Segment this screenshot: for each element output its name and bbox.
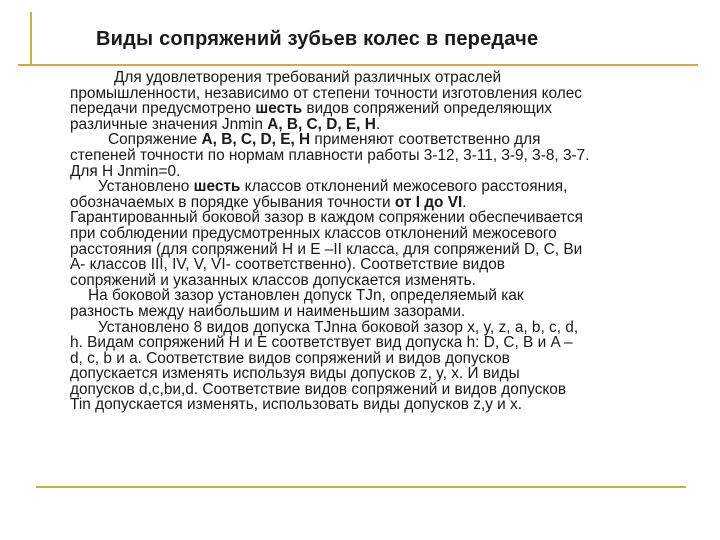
text: . — [462, 193, 467, 211]
paragraph-5-line — [70, 397, 698, 413]
paragraph-2-line — [70, 148, 698, 164]
paragraph-5-line — [70, 382, 698, 398]
text: Для H Jnmin=0. — [70, 162, 181, 180]
paragraph-2-line — [70, 164, 698, 180]
paragraph-3-line — [70, 257, 698, 273]
paragraph-3-line — [70, 226, 698, 242]
paragraph-2-line — [70, 132, 698, 148]
text: Tin допускается изменять, использовать виды допусков z,y и x. — [70, 396, 523, 414]
bottom-accent-rule — [36, 486, 686, 488]
text: расстояния (для сопряжений H и E –II класса, для сопряжений D, C, Ви — [70, 240, 583, 258]
text: допусков d,c,bи,d. Соответствие видов сопряжений и видов допусков — [70, 380, 567, 398]
text: классов отклонений межосевого расстояния, — [240, 178, 568, 196]
paragraph-1-line — [70, 70, 698, 86]
emphasis-text: от I до VI — [394, 193, 463, 211]
paragraph-5-line — [70, 335, 698, 351]
text: Установлено — [98, 178, 194, 196]
paragraph-4-line — [70, 288, 698, 304]
text: A- классов III, IV, V, VI- соответственно). Соответствие видов — [70, 256, 505, 274]
emphasis-text: A, B, C, D, E, H — [267, 115, 376, 133]
vertical-accent-rule — [30, 12, 32, 66]
text: степеней точности по нормам плавности работы 3-12, 3-11, 3-9, 3-8, 3-7. — [70, 146, 590, 164]
paragraph-5-line — [70, 320, 698, 336]
text: видов сопряжений определяющих — [302, 100, 553, 118]
text: Установлено 8 видов допуска TJnна боковой зазор x, y, z, a, b, c, d, — [98, 318, 579, 336]
text: применяют соответственно для — [310, 131, 541, 149]
text: Гарантированный боковой зазор в каждом сопряжении обеспечивается — [70, 209, 583, 227]
paragraph-1-line — [70, 101, 698, 117]
paragraph-3-line — [70, 242, 698, 258]
emphasis-text: шесть — [193, 178, 241, 196]
text: . — [375, 115, 381, 133]
emphasis-text: A, B, C, D, E, H — [201, 131, 311, 149]
text: допускается изменять используя виды допусков z, y, x. И виды — [70, 365, 520, 383]
paragraph-3-line — [70, 195, 698, 211]
text: различные значения Jnmin — [70, 115, 268, 133]
text: На боковой зазор установлен допуск TJn, определяемый как — [88, 287, 524, 305]
paragraph-3-line — [70, 179, 698, 195]
paragraph-4-line — [70, 304, 698, 320]
text: передачи предусмотрено — [70, 100, 256, 118]
text: Сопряжение — [108, 131, 202, 149]
paragraph-3-line — [70, 210, 698, 226]
text: при соблюдении предусмотренных классов отклонений межосевого — [70, 224, 557, 242]
paragraph-1-line — [70, 117, 698, 133]
text: Для удовлетворения требований различных отраслей — [114, 69, 502, 86]
paragraph-1-line — [70, 86, 698, 102]
slide-body — [70, 70, 698, 413]
text: d, c, b и a. Соответствие видов сопряжений и видов допусков — [70, 349, 510, 367]
text: обозначаемых в порядке убывания точности — [70, 193, 395, 211]
text: разность между наибольшим и наименьшим зазорами. — [70, 302, 466, 320]
paragraph-5-line — [70, 351, 698, 367]
top-accent-rule — [18, 64, 698, 66]
slide-title: Виды сопряжений зубьев колес в передаче — [96, 28, 539, 50]
paragraph-5-line — [70, 366, 698, 382]
text: сопряжений и указанных классов допускается изменять. — [70, 271, 476, 289]
text: промышленности, независимо от степени точности изготовления колес — [70, 84, 583, 102]
emphasis-text: шесть — [255, 100, 303, 118]
paragraph-3-line — [70, 273, 698, 289]
text: h. Видам сопряжений H и E соответствует вид допуска h: D, C, B и A – — [70, 334, 573, 352]
